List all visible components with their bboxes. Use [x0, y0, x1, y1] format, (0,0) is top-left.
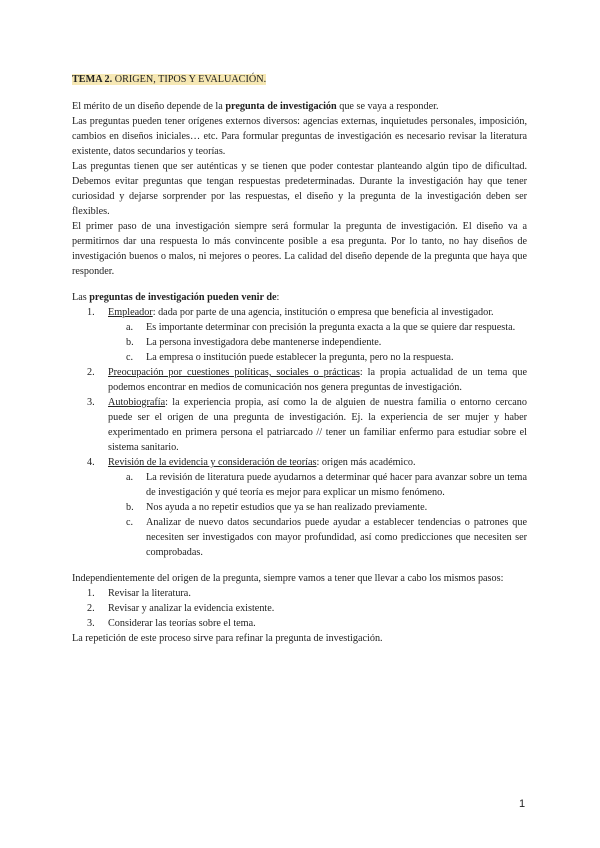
document-title [72, 74, 266, 85]
sub-item [108, 470, 527, 500]
origin-item-4 [72, 455, 527, 560]
origin-item-text: : origen más académico. [316, 457, 416, 468]
origin-item-3 [72, 395, 527, 455]
sub-item-text: La revisión de literatura puede ayudarnos a determinar qué hacer para avanzar sobre un tema de investigación y qué teoría es mejor para explicar un mismo fenómeno. [146, 472, 527, 498]
origins-lead-c: : [276, 292, 280, 303]
sub-item [108, 350, 527, 365]
origin-item-number: 2. [87, 367, 95, 378]
sub-item-letter: c. [126, 352, 134, 363]
step-number: 3. [87, 618, 95, 629]
title-bold: TEMA 2. [72, 74, 113, 85]
sub-item-text: Analizar de nuevo datos secundarios puede ayudar a establecer tendencias o patrones que necesiten ser investigados con mayor profundidad, así como predicciones que necesiten ser comprobadas. [146, 517, 527, 558]
step-number: 2. [87, 603, 95, 614]
origin-item-term: Revisión de la evidencia y consideración de teorías [108, 457, 317, 468]
sub-item [108, 515, 527, 560]
title-rest: ORIGEN, TIPOS Y EVALUACIÓN. [112, 74, 267, 85]
sub-item [108, 320, 527, 335]
origin-item-term: Empleador [108, 307, 153, 318]
sub-item-letter: a. [126, 322, 134, 333]
title-block [72, 72, 527, 87]
intro-paragraph-4: El primer paso de una investigación siempre será formular la pregunta de investigación. El diseño va a permitirnos dar una respuesta lo más convincente posible a esa pregunta. Por lo tanto, no hay diseños de investigación buenos o malos, ni mejores o peores. La calidad del diseño depende de la pregunta que haya que responder. [72, 221, 527, 277]
sub-item-text: La persona investigadora debe mantenerse independiente. [146, 337, 382, 348]
intro-p1-c: que se vaya a responder. [336, 101, 439, 112]
sub-item-text: La empresa o institución puede establecer la pregunta, pero no la respuesta. [146, 352, 454, 363]
step-item [72, 616, 527, 631]
origin-item-number: 3. [87, 397, 95, 408]
sub-item [108, 335, 527, 350]
page-number: 1 [519, 798, 526, 810]
page-content [72, 72, 527, 646]
step-item [72, 586, 527, 601]
sub-item [108, 500, 527, 515]
intro-paragraph-1 [72, 99, 527, 114]
steps-lead: Independientemente del origen de la pregunta, siempre vamos a tener que llevar a cabo los mismos pasos: [72, 573, 504, 584]
intro-paragraph-3: Las preguntas tienen que ser auténticas y se tienen que poder contestar planteando algún tipo de dificultad. Debemos evitar preguntas que tengan respuestas predeterminadas. Durante la investigación hay que tener curiosidad y dejarse sorprender por las respuestas, el diseño y la pregunta de la investigación deben ser flexibles. [72, 161, 527, 217]
sub-item-letter: c. [126, 517, 134, 528]
step-text: Revisar la literatura. [108, 588, 191, 599]
steps-closing: La repetición de este proceso sirve para refinar la pregunta de investigación. [72, 633, 383, 644]
origin-item-number: 4. [87, 457, 95, 468]
origins-list [72, 305, 527, 560]
origin-item-1-sublist [108, 320, 527, 365]
origin-item-1 [72, 305, 527, 365]
sub-item-letter: b. [126, 337, 134, 348]
step-number: 1. [87, 588, 95, 599]
steps-list [72, 586, 527, 631]
origin-item-text: : dada por parte de una agencia, institución o empresa que beneficia al investigador. [152, 307, 494, 318]
origin-item-term: Preocupación por cuestiones políticas, sociales o prácticas [108, 367, 360, 378]
origins-lead-a: Las [72, 292, 90, 303]
origin-item-term: Autobiografía [108, 397, 166, 408]
step-item [72, 601, 527, 616]
origin-item-text: : la experiencia propia, así como la de alguien de nuestra familia o entorno cercano puede ser el origen de una pregunta de investigación. Ej. la experiencia de ser mujer y haber experimentado en primera persona el patriarcado // tener un familiar enfermo para estudiar sobre el sistema sanitario. [108, 397, 527, 453]
origin-item-4-sublist [108, 470, 527, 560]
intro-paragraph-2: Las preguntas pueden tener orígenes externos diversos: agencias externas, inquietudes personales, imposición, cambios en diseños iniciales… etc. Para formular preguntas de investigación es necesario revisar la literatura existente, datos secundarios y teorías. [72, 116, 527, 157]
sub-item-letter: b. [126, 502, 134, 513]
origin-item-text: : la propia actualidad de un tema que podemos encontrar en medios de comunicación nos genera preguntas de investigación. [108, 367, 527, 393]
step-text: Considerar las teorías sobre el tema. [108, 618, 256, 629]
sub-item-text: Nos ayuda a no repetir estudios que ya se han realizado previamente. [146, 502, 428, 513]
sub-item-letter: a. [126, 472, 134, 483]
origin-item-2 [72, 365, 527, 395]
origin-item-number: 1. [87, 307, 95, 318]
intro-p1-bold: pregunta de investigación [225, 101, 337, 112]
step-text: Revisar y analizar la evidencia existente. [108, 603, 275, 614]
origins-lead-bold: preguntas de investigación pueden venir de [89, 292, 277, 303]
sub-item-text: Es importante determinar con precisión la pregunta exacta a la que se quiere dar respuesta. [146, 322, 516, 333]
origins-lead [72, 290, 527, 305]
intro-p1-a: El mérito de un diseño depende de la [72, 101, 226, 112]
